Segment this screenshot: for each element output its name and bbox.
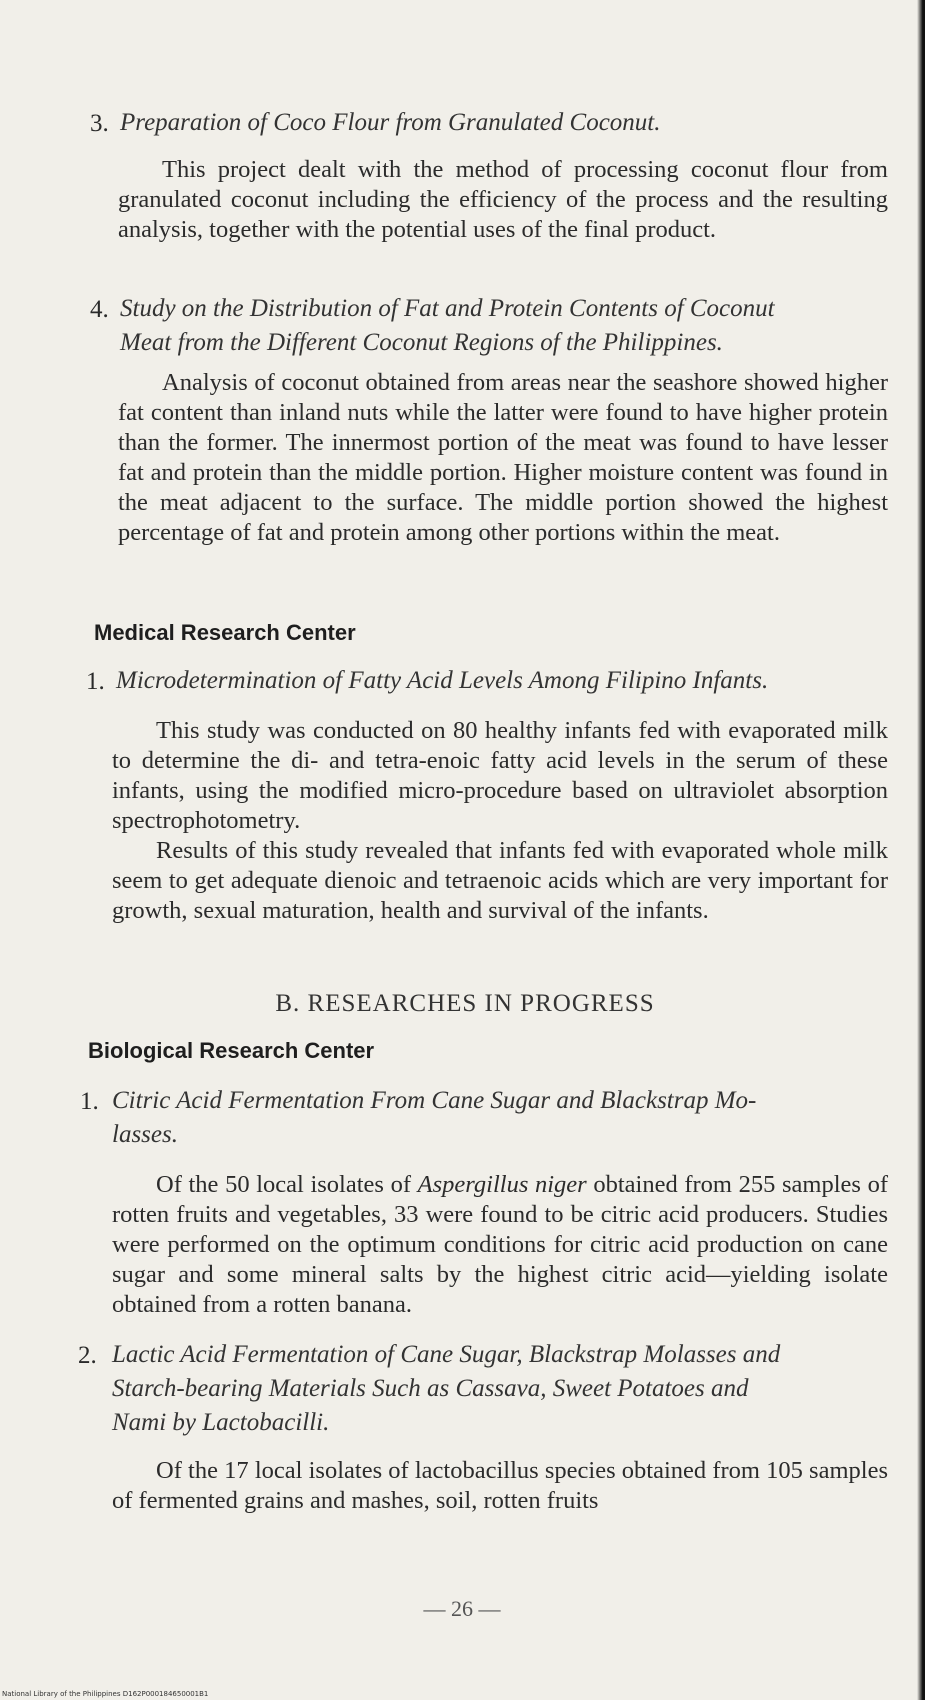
biological-item-1-text [112, 1170, 888, 1320]
footer-caption: National Library of the Philippines D162P000184650001B1 [2, 1690, 209, 1698]
biological-research-heading: Biological Research Center [88, 1038, 375, 1063]
biological-item-1-number: 1. [80, 1088, 99, 1115]
item-3-text: This project dealt with the method of processing coconut flour from granulated coconut including the efficiency of the process and the resulting analysis, together with the potential uses of the final product. [118, 156, 888, 243]
item-3-number: 3. [90, 110, 109, 137]
item-3-paragraph [118, 155, 888, 245]
item-4-title-line2: Meat from the Different Coconut Regions of the Philippines. [120, 329, 723, 356]
medical-item-1-text-2: Results of this study revealed that infants fed with evaporated whole milk seem to get adequate dienoic and tetraenoic acids which are very important for growth, sexual maturation, health and survival of the infants. [112, 837, 888, 924]
page-edge-shadow [917, 0, 925, 1700]
biological-item-1-text-a: Of the 50 local isolates of [156, 1171, 418, 1198]
biological-item-1-title-line1: Citric Acid Fermentation From Cane Sugar and Blackstrap Mo- [112, 1087, 757, 1114]
item-3-title: Preparation of Coco Flour from Granulated Coconut. [120, 109, 661, 136]
biological-item-1-text-b: obtained from 255 samples of rotten fruits and vegetables, 33 were found to be citric acid producers. Studies were performed on the optimum conditions for citric acid production on cane sugar and some mineral salts by the highest citric acid—yielding isolate obtained from a rotten banana. [112, 1171, 889, 1318]
researches-in-progress-heading: B. RESEARCHES IN PROGRESS [275, 990, 655, 1017]
biological-item-1-paragraph [112, 1170, 888, 1320]
biological-item-2-title [112, 1338, 892, 1440]
medical-item-1-title: Microdetermination of Fatty Acid Levels Among Filipino Infants. [116, 667, 769, 694]
medical-item-1-number: 1. [86, 668, 105, 695]
biological-item-2-text: Of the 17 local isolates of lactobacillus species obtained from 105 samples of fermented grains and mashes, soil, rotten fruits [112, 1457, 888, 1514]
biological-item-2-title-line3: Nami by Lactobacilli. [112, 1409, 330, 1436]
biological-item-1-title [112, 1084, 892, 1152]
item-4-paragraph [118, 368, 888, 548]
medical-item-1-paragraph [112, 716, 888, 926]
biological-item-1-title-line2: lasses. [112, 1121, 178, 1148]
biological-item-2-title-line2: Starch-bearing Materials Such as Cassava, Sweet Potatoes and [112, 1375, 749, 1402]
biological-item-2-paragraph [112, 1456, 888, 1516]
item-4-title [120, 292, 890, 360]
species-name: Aspergillus niger [417, 1171, 587, 1198]
medical-item-1-text-1: This study was conducted on 80 healthy infants fed with evaporated milk to determine the di- and tetra-enoic fatty acid levels in the serum of these infants, using the modified micro-procedure based on ultraviolet absorption spectrophotometry. [112, 717, 888, 834]
item-4-title-line1: Study on the Distribution of Fat and Protein Contents of Coconut [120, 295, 775, 322]
page-number: — 26 — [423, 1596, 501, 1621]
medical-research-heading: Medical Research Center [94, 620, 356, 645]
biological-item-2-number: 2. [78, 1342, 97, 1369]
item-4-text: Analysis of coconut obtained from areas near the seashore showed higher fat content than inland nuts while the latter were found to have higher protein than the former. The innermost portion of the meat was found to have lesser fat and protein than the middle portion. Higher moisture content was found in the meat adjacent to the surface. The middle portion showed the highest percentage of fat and protein among other portions within the meat. [118, 369, 888, 546]
biological-item-2-title-line1: Lactic Acid Fermentation of Cane Sugar, Blackstrap Molasses and [112, 1341, 781, 1368]
item-4-number: 4. [90, 296, 109, 323]
